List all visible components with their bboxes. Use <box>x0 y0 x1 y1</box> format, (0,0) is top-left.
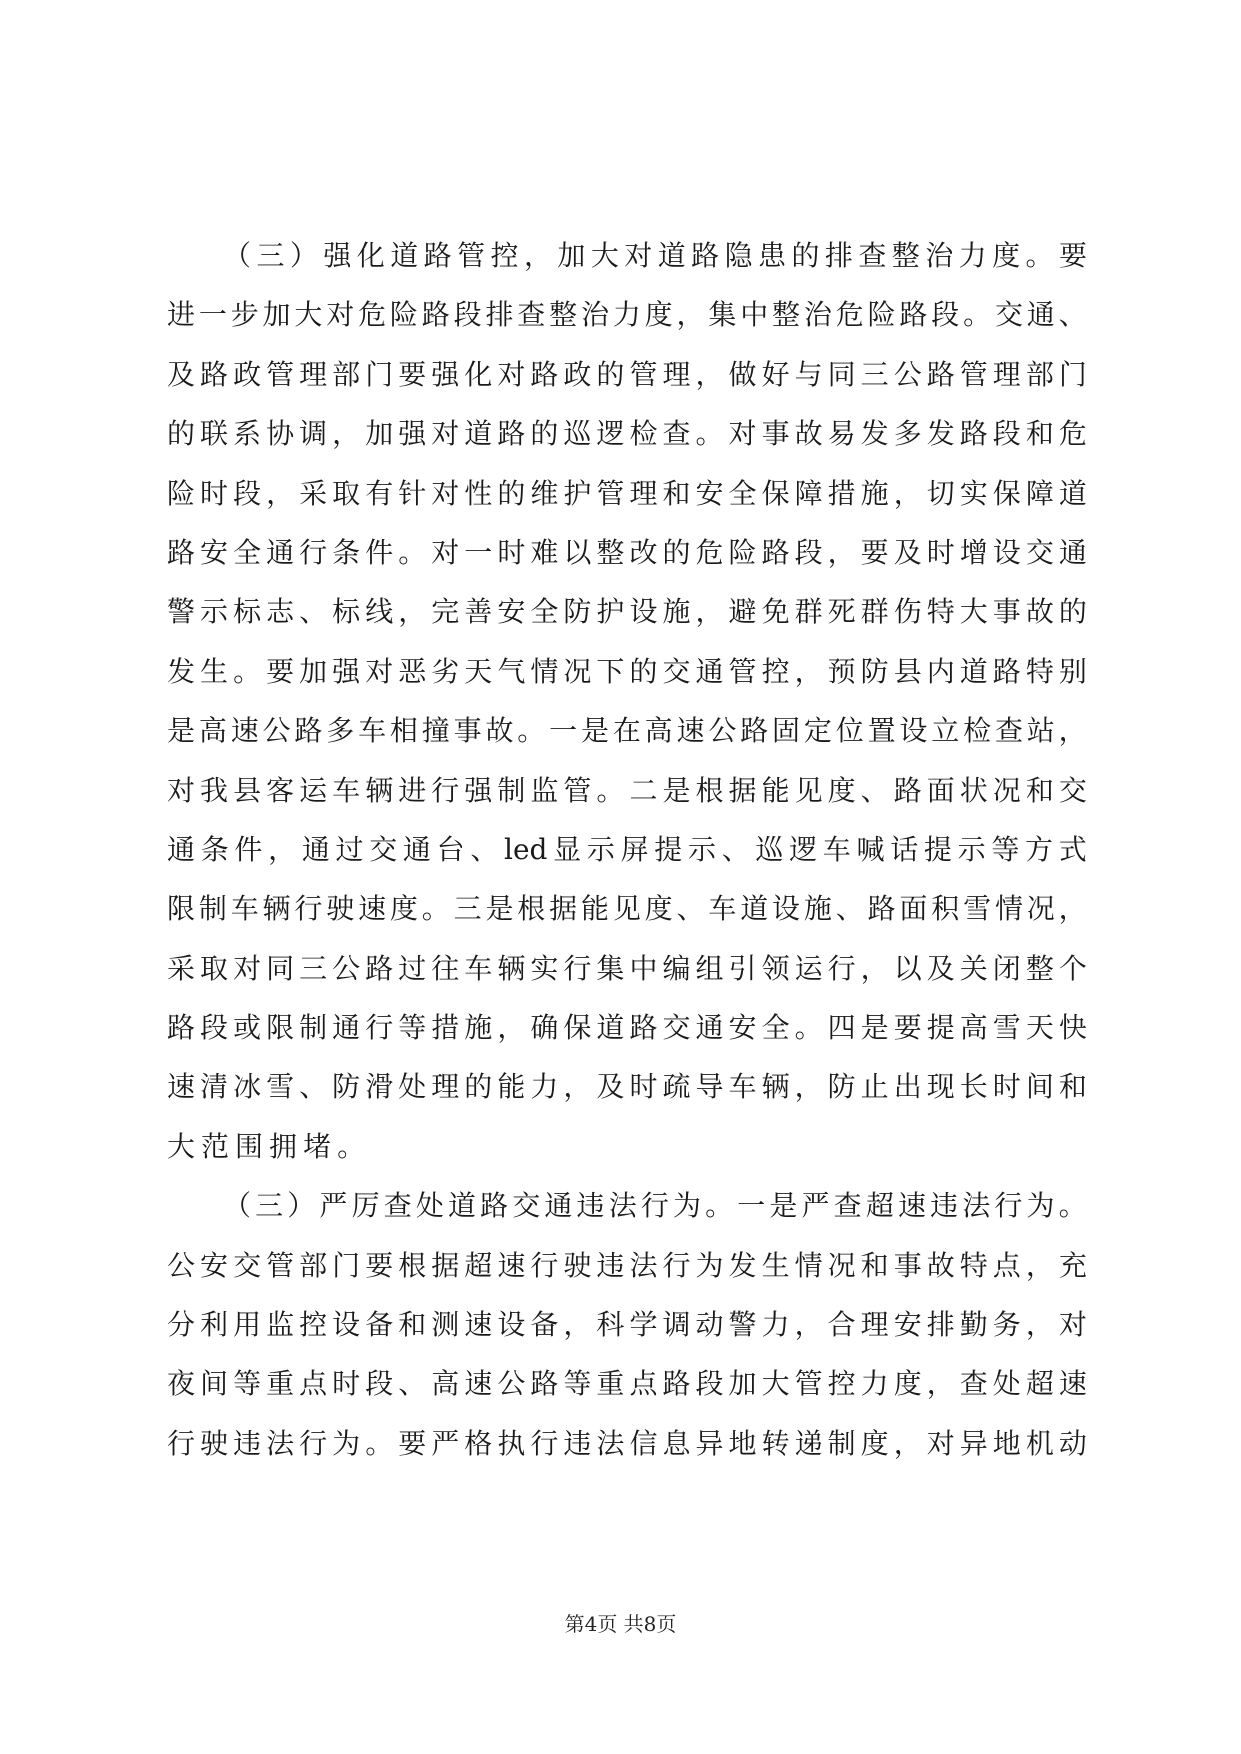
text-line: （ 三 ） 强 化 道 路 管 控 ， 加 大 对 道 路 隐 患 的 排 查 整 治 力 度 。 要 <box>223 239 1087 272</box>
text-line: 警 示 标 志 、 标 线 ， 完 善 安 全 防 护 设 施 ， 避 免 群 死 群 伤 特 大 事 故 的 <box>167 595 1087 629</box>
page-footer: 第4页 共8页 <box>564 1612 677 1636</box>
text-line: 对 我 县 客 运 车 辆 进 行 强 制 监 管 。 二 是 根 据 能 见 度 、 路 面 状 况 和 交 <box>167 773 1087 807</box>
text-line: 进 一 步 加 大 对 危 险 路 段 排 查 整 治 力 度 ， 集 中 整 治 危 险 路 段 。 交 通 、 <box>167 298 1087 332</box>
text-line: 限 制 车 辆 行 驶 速 度 。 三 是 根 据 能 见 度 、 车 道 设 施 、 路 面 积 雪 情 况 ， <box>167 892 1087 926</box>
text-line: 采 取 对 同 三 公 路 过 往 车 辆 实 行 集 中 编 组 引 领 运 行 ， 以 及 关 闭 整 个 <box>167 951 1087 985</box>
text-line: 夜 间 等 重 点 时 段 、 高 速 公 路 等 重 点 路 段 加 大 管 控 力 度 ， 查 处 超 速 <box>167 1367 1087 1401</box>
paragraph <box>167 1176 1087 1473</box>
text-line: 的 联 系 协 调 ， 加 强 对 道 路 的 巡 逻 检 查 。 对 事 故 易 发 多 发 路 段 和 危 <box>167 417 1087 451</box>
text-line: 速 清 冰 雪 、 防 滑 处 理 的 能 力 ， 及 时 疏 导 车 辆 ， 防 止 出 现 长 时 间 和 <box>167 1070 1087 1104</box>
text-line: 分 利 用 监 控 设 备 和 测 速 设 备 ， 科 学 调 动 警 力 ， 合 理 安 排 勤 务 ， 对 <box>167 1308 1087 1342</box>
body-text <box>167 226 1087 1473</box>
text-line: 险 时 段 ， 采 取 有 针 对 性 的 维 护 管 理 和 安 全 保 障 措 施 ， 切 实 保 障 道 <box>167 476 1087 510</box>
paragraph <box>167 226 1087 1176</box>
text-line: 大 范 围 拥 堵 。 <box>167 1129 372 1163</box>
text-line: 是 高 速 公 路 多 车 相 撞 事 故 。 一 是 在 高 速 公 路 固 定 位 置 设 立 检 查 站 ， <box>167 714 1087 748</box>
text-line: （ 三 ） 严 厉 查 处 道 路 交 通 违 法 行 为 。 一 是 严 查 超 速 违 法 行 为 。 <box>223 1189 1087 1223</box>
text-line: 发 生 。 要 加 强 对 恶 劣 天 气 情 况 下 的 交 通 管 控 ， 预 防 县 内 道 路 特 别 <box>167 654 1087 688</box>
text-line: 行 驶 违 法 行 为 。 要 严 格 执 行 违 法 信 息 异 地 转 递 制 度 ， 对 异 地 机 动 <box>167 1426 1087 1460</box>
text-line: 及 路 政 管 理 部 门 要 强 化 对 路 政 的 管 理 ， 做 好 与 同 三 公 路 管 理 部 门 <box>167 357 1087 391</box>
text-line: 公 安 交 管 部 门 要 根 据 超 速 行 驶 违 法 行 为 发 生 情 况 和 事 故 特 点 ， 充 <box>167 1248 1087 1282</box>
text-line: 路 段 或 限 制 通 行 等 措 施 ， 确 保 道 路 交 通 安 全 。 四 是 要 提 高 雪 天 快 <box>167 1011 1087 1045</box>
text-line: 路 安 全 通 行 条 件 。 对 一 时 难 以 整 改 的 危 险 路 段 ， 要 及 时 增 设 交 通 <box>167 535 1087 569</box>
text-line: 通 条 件 ， 通 过 交 通 台 、 led 显 示 屏 提 示 、 巡 逻 车 喊 话 提 示 等 方 式 <box>167 832 1087 866</box>
